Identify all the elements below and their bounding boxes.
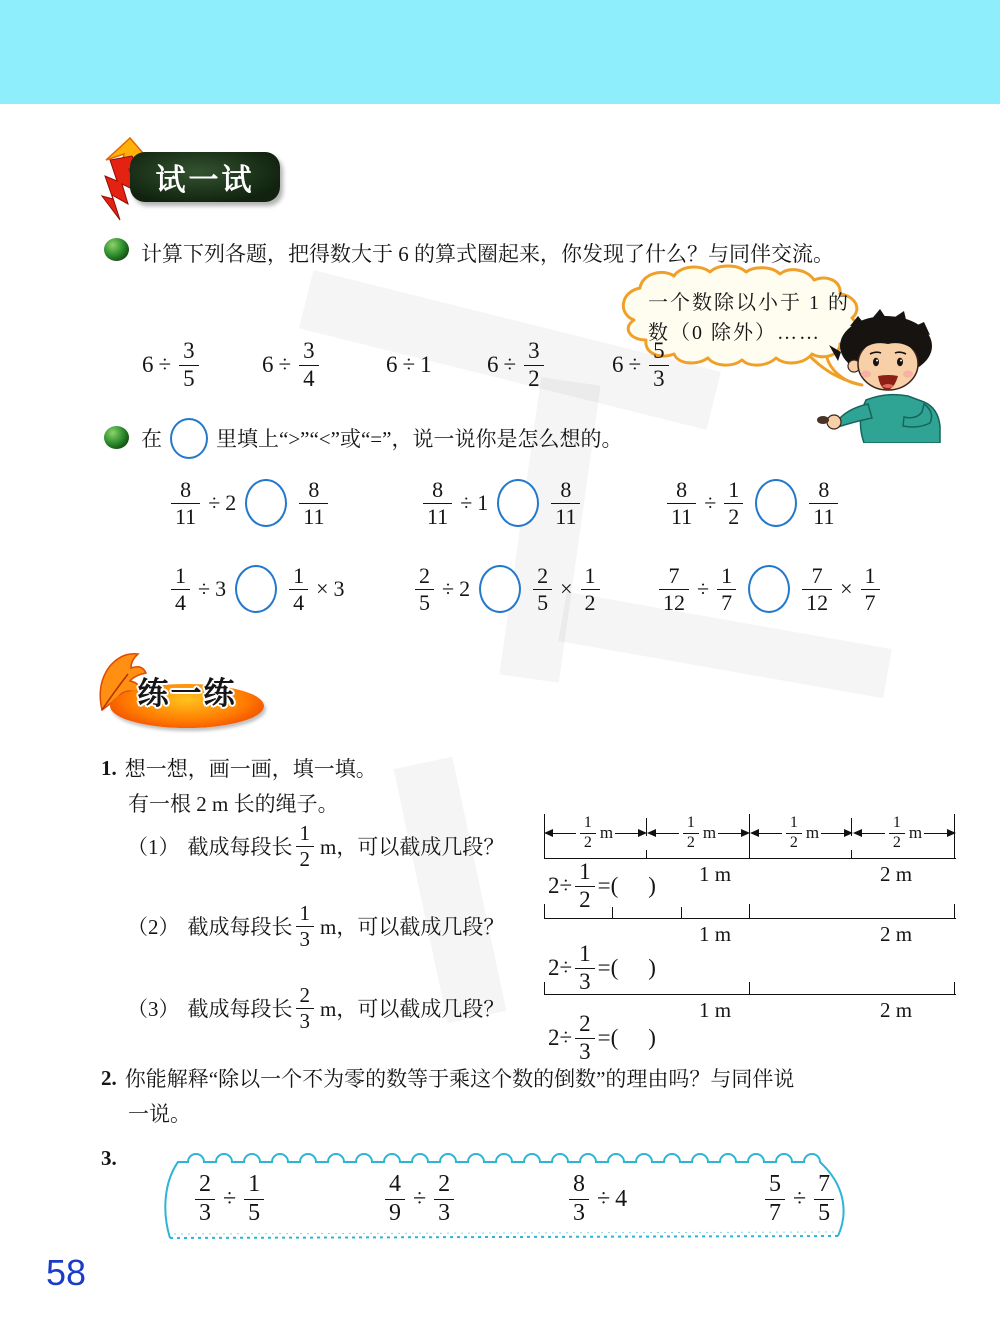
- try-instruction-1: 计算下列各题，把得数大于 6 的算式圈起来，你发现了什么？与同伴交流。: [141, 242, 834, 266]
- answer-circle: [755, 479, 797, 527]
- one-meter-label: 1 m: [699, 862, 732, 886]
- fraction: $\frac{3}{5}$: [179, 339, 199, 391]
- ruler-baseline: [544, 858, 956, 859]
- answer-circle: [748, 565, 790, 613]
- comparison-1-4-div-3: [168, 560, 345, 618]
- divide-sign: ÷: [208, 490, 221, 515]
- speech-bubble-line1: 一个数除以小于 1 的: [648, 292, 850, 314]
- divide-sign: ÷: [597, 1185, 611, 1212]
- divide-sign: ÷: [158, 352, 172, 377]
- expression-5-7-div-7-5: [762, 1168, 837, 1230]
- fraction: $\frac{4}{9}$: [385, 1172, 405, 1226]
- fraction: 1 3: [296, 902, 315, 950]
- segment-arrows-row: [544, 813, 956, 851]
- green-sphere-bullet: [104, 238, 129, 261]
- question-3-number: 3.: [101, 1146, 117, 1170]
- ruler-tick: [851, 818, 852, 836]
- equation-2-div-1-2: 2÷ $\frac{1}{2}$ =( ): [548, 859, 656, 912]
- part-2-text: [127, 900, 504, 952]
- divisor: 2: [459, 576, 471, 601]
- fraction: $\frac{1}{7}$: [861, 564, 880, 614]
- dividend: 6: [386, 352, 398, 377]
- top-color-band: [0, 0, 1000, 104]
- fraction: $\frac{2}{5}$: [415, 564, 434, 614]
- comparison-2-5-div-2: [412, 560, 603, 618]
- divide-sign: ÷: [704, 490, 717, 515]
- fraction: $\frac{3}{4}$: [299, 339, 319, 391]
- arrow-left-icon: [647, 829, 656, 837]
- fraction: $\frac{8}{11}$: [667, 478, 696, 528]
- divide-sign: ÷: [198, 576, 211, 601]
- answer-circle: [235, 565, 277, 613]
- expression-8-3-div-4: [566, 1168, 627, 1230]
- fraction: $\frac{1}{3}$: [575, 942, 595, 994]
- two-meter-label: 2 m: [880, 922, 913, 946]
- fraction: 1 2: [296, 822, 315, 870]
- divisor: 4: [615, 1185, 628, 1212]
- ruler-tick: [544, 982, 545, 994]
- part-label: （3）: [127, 997, 180, 1021]
- question-2-line1: [101, 1062, 794, 1094]
- question-number: 2.: [101, 1065, 117, 1090]
- divide-sign: ÷: [402, 352, 416, 377]
- one-meter-label: 1 m: [699, 922, 732, 946]
- fraction: $\frac{2}{5}$: [533, 564, 552, 614]
- try-section-badge: [130, 152, 280, 202]
- divide-sign: ÷: [503, 352, 517, 377]
- divisor: 1: [477, 490, 489, 515]
- ruler-diagram-3: [544, 980, 956, 1064]
- fraction: $\frac{7}{12}$: [802, 564, 832, 614]
- ruler-tick: [954, 904, 955, 918]
- answer-circle: [497, 479, 539, 527]
- green-sphere-bullet: [104, 426, 129, 449]
- expression-6-div-3-4: [262, 336, 322, 394]
- ruler-tick: [646, 818, 647, 836]
- try-instruction-2: [141, 414, 622, 462]
- fraction: 1 2: [786, 815, 802, 852]
- two-meter-label: 2 m: [880, 998, 913, 1022]
- multiplier: 3: [333, 576, 345, 601]
- fraction: $\frac{5}{7}$: [765, 1172, 785, 1226]
- divide-sign: ÷: [628, 352, 642, 377]
- divide-sign: ÷: [278, 352, 292, 377]
- fraction: 1 2: [889, 815, 905, 852]
- ruler-tick: [544, 904, 545, 918]
- fraction: $\frac{1}{4}$: [289, 564, 308, 614]
- comparison-8-11-div-1: [420, 474, 583, 532]
- arrow-left-icon: [853, 829, 862, 837]
- half-meter-segment: 1 2 m: [750, 816, 853, 850]
- divide-sign: ÷: [697, 576, 710, 601]
- comparison-8-11-div-2: [168, 474, 331, 532]
- part-text: m，可以截成几段？: [320, 997, 505, 1021]
- instruction-text: 在: [141, 427, 162, 451]
- divisor: 1: [420, 352, 432, 377]
- ruler-tick: [646, 850, 647, 858]
- fraction: $\frac{3}{2}$: [524, 339, 544, 391]
- fraction: $\frac{1}{5}$: [244, 1172, 264, 1226]
- dividend: 6: [262, 352, 274, 377]
- question-text: 想一想，画一画，填一填。: [124, 757, 377, 781]
- fraction: $\frac{1}{4}$: [171, 564, 190, 614]
- question-1-title: [101, 752, 377, 784]
- ruler-tick: [954, 814, 955, 858]
- fraction: $\frac{8}{11}$: [171, 478, 200, 528]
- ruler-tick: [954, 982, 955, 994]
- ruler-baseline: [544, 918, 956, 919]
- comparison-8-11-div-1-2: [664, 474, 841, 532]
- part-text: m，可以截成几段？: [320, 915, 505, 939]
- two-meter-label: 2 m: [880, 862, 913, 886]
- equation-2-div-1-3: 2÷ $\frac{1}{3}$ =( ): [548, 941, 656, 994]
- practice-badge-label: 练一练: [137, 676, 237, 711]
- fraction: 2 3: [296, 984, 315, 1032]
- answer-circle: [170, 418, 208, 459]
- expression-6-div-3-5: [142, 336, 202, 394]
- part-label: （1）: [127, 835, 180, 859]
- one-meter-label: 1 m: [699, 998, 732, 1022]
- part-text: 截成每段长: [187, 915, 293, 939]
- fraction: $\frac{1}{7}$: [717, 564, 736, 614]
- ruler-baseline: [544, 994, 956, 995]
- expression-2-3-div-1-5: [192, 1168, 267, 1230]
- expression-6-div-1: [386, 336, 432, 394]
- ruler-tick: [749, 982, 750, 994]
- multiply-sign: ×: [560, 576, 573, 601]
- ruler-tick: [749, 814, 750, 858]
- fraction: 8 11: [299, 478, 328, 528]
- half-meter-segment: 1 2 m: [647, 816, 750, 850]
- question-1-subtitle: 有一根 2 m 长的绳子。: [128, 792, 339, 816]
- fraction: $\frac{1}{2}$: [724, 478, 743, 528]
- divide-sign: ÷: [223, 1185, 237, 1212]
- question-2-line2: 一说。: [128, 1102, 191, 1126]
- question-text: 你能解释“除以一个不为零的数等于乘这个数的倒数”的理由吗？与同伴说: [124, 1067, 795, 1091]
- divide-sign: ÷: [413, 1185, 427, 1212]
- question-number: 1.: [101, 755, 117, 780]
- divide-sign: ÷: [442, 576, 455, 601]
- fraction: 1 2: [683, 815, 699, 852]
- half-meter-segment: 1 2 m: [853, 816, 956, 850]
- fraction: 8 11: [809, 478, 838, 528]
- answer-circle: [245, 479, 287, 527]
- part-3-text: [127, 982, 504, 1034]
- equation-2-div-2-3: 2÷ $\frac{2}{3}$ =( ): [548, 1011, 656, 1064]
- boy-cartoon: [808, 308, 958, 443]
- expression-4-9-div-2-3: [382, 1168, 457, 1230]
- fraction: $\frac{7}{12}$: [659, 564, 689, 614]
- fraction: $\frac{1}{2}$: [581, 564, 600, 614]
- arrow-left-icon: [750, 829, 759, 837]
- fraction: $\frac{7}{5}$: [814, 1172, 834, 1226]
- dividend: 6: [142, 352, 154, 377]
- ruler-diagram-2: [544, 902, 956, 992]
- ruler-tick: [544, 814, 545, 858]
- fraction: $\frac{1}{2}$: [575, 860, 595, 912]
- fraction: $\frac{2}{3}$: [195, 1172, 215, 1226]
- part-1-text: [127, 820, 504, 872]
- try-badge-label: 试一试: [155, 164, 255, 197]
- divide-sign: ÷: [793, 1185, 807, 1212]
- fraction: $\frac{8}{3}$: [569, 1172, 589, 1226]
- part-text: m，可以截成几段？: [320, 835, 505, 859]
- fraction: $\frac{8}{11}$: [423, 478, 452, 528]
- fraction: $\frac{2}{3}$: [575, 1012, 595, 1064]
- multiply-sign: ×: [840, 576, 853, 601]
- ruler-tick: [681, 907, 682, 918]
- ruler-tick: [749, 904, 750, 918]
- part-label: （2）: [127, 915, 180, 939]
- fraction: 1 2: [580, 815, 596, 852]
- instruction-text: 里填上“>”“<”或“=”，说一说你是怎么想的。: [216, 427, 623, 451]
- page-number: 58: [46, 1252, 87, 1293]
- half-meter-segment: 1 2 m: [544, 816, 647, 850]
- ruler-tick: [851, 850, 852, 858]
- fraction: 8 11: [551, 478, 580, 528]
- ruler-tick: [612, 907, 613, 918]
- fraction: $\frac{2}{3}$: [434, 1172, 454, 1226]
- speech-bubble-line2: 数（0 除外）……: [648, 322, 821, 344]
- divisor: 3: [215, 576, 227, 601]
- ruler-diagram-1: [544, 806, 956, 910]
- answer-circle: [479, 565, 521, 613]
- expression-6-div-5-3: [612, 336, 672, 394]
- comparison-7-12-div-1-7: [656, 560, 883, 618]
- part-text: 截成每段长: [187, 997, 293, 1021]
- divisor: 2: [225, 490, 237, 515]
- part-text: 截成每段长: [187, 835, 293, 859]
- dividend: 6: [612, 352, 624, 377]
- multiply-sign: ×: [316, 576, 329, 601]
- fraction: $\frac{5}{3}$: [649, 339, 669, 391]
- expression-6-div-3-2: [487, 336, 547, 394]
- divide-sign: ÷: [460, 490, 473, 515]
- dividend: 6: [487, 352, 499, 377]
- arrow-left-icon: [544, 829, 553, 837]
